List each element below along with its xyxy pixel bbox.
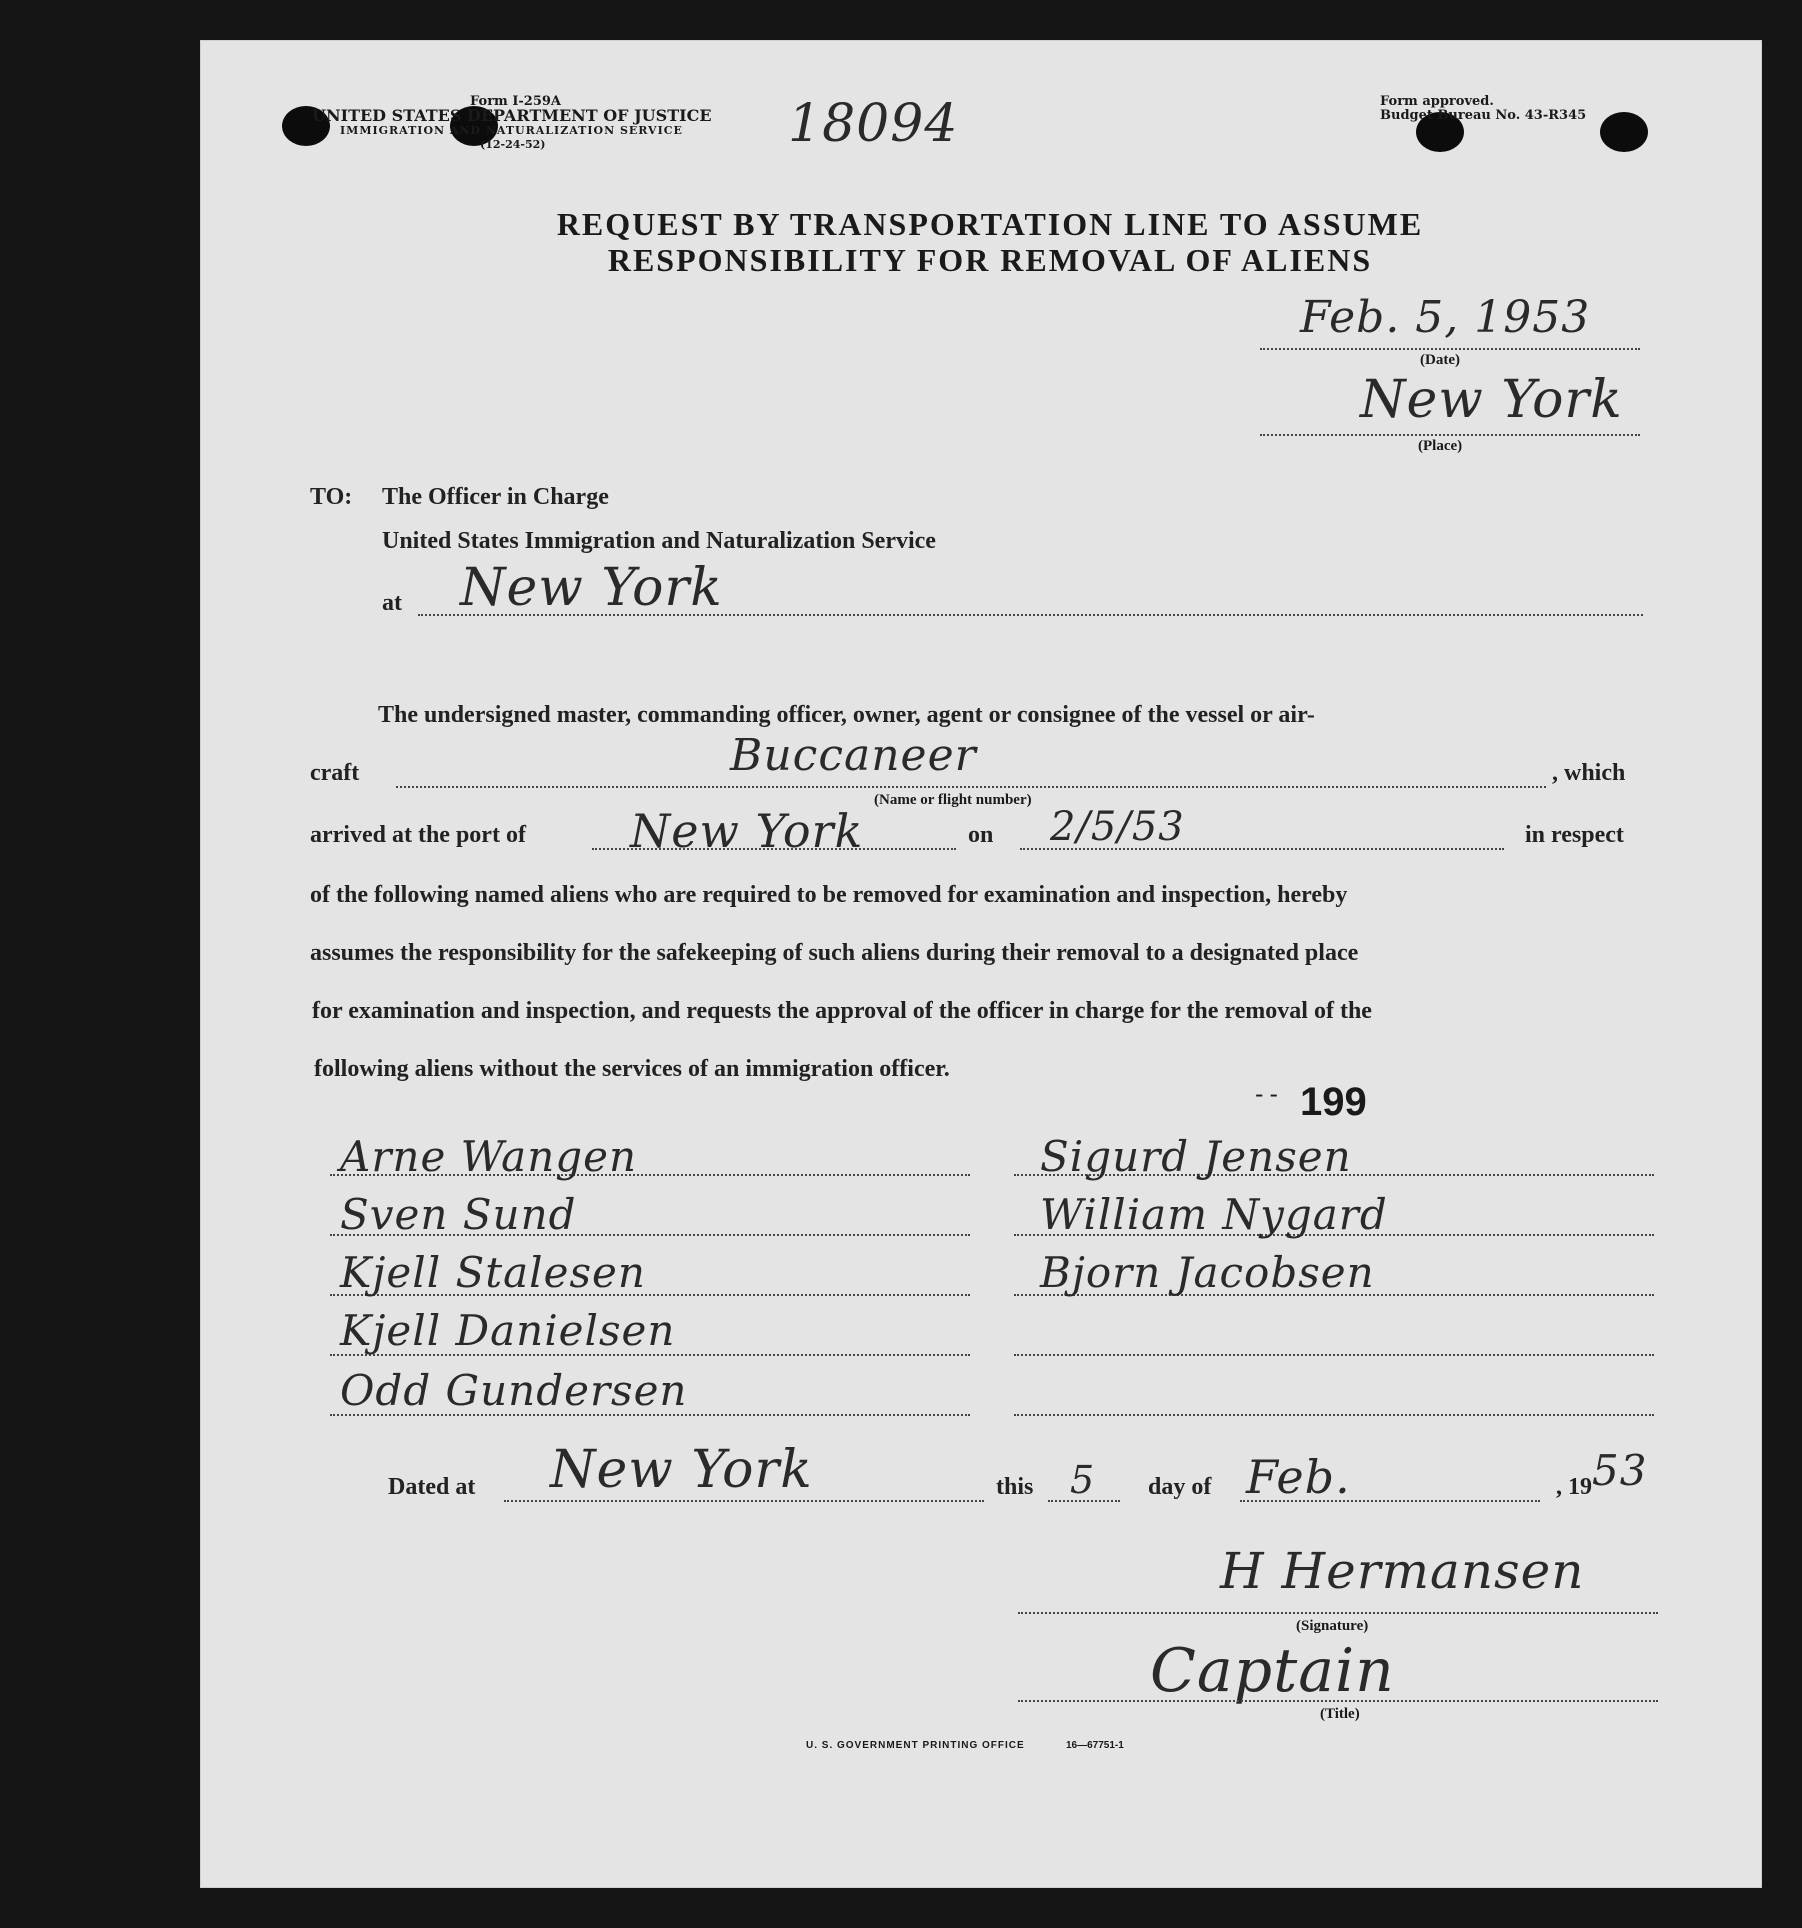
date-value: Feb. 5, 1953 <box>1300 292 1591 343</box>
alien-name: Odd Gundersen <box>340 1366 688 1415</box>
officer-in-charge: The Officer in Charge <box>382 484 609 510</box>
arrival-date-value: 2/5/53 <box>1050 804 1185 850</box>
place-value: New York <box>1360 370 1623 430</box>
arrived-label: arrived at the port of <box>310 822 526 848</box>
title-value: Captain <box>1150 1636 1395 1706</box>
at-label: at <box>382 590 402 616</box>
budget-bureau-number: Budget Bureau No. 43-R345 <box>1380 108 1587 123</box>
alien-name: Kjell Stalesen <box>340 1248 646 1297</box>
signature-caption: (Signature) <box>1296 1618 1369 1634</box>
year-prefix: , 19 <box>1556 1474 1592 1500</box>
dated-at-label: Dated at <box>388 1474 476 1500</box>
para-line-7: following aliens without the services of an immigration officer. <box>314 1056 950 1082</box>
punch-hole <box>1600 112 1648 152</box>
form-page <box>200 40 1762 1888</box>
in-respect-label: in respect <box>1525 822 1624 848</box>
craft-name-value: Buccaneer <box>730 730 977 781</box>
form-approved-label: Form approved. <box>1380 94 1494 109</box>
dash-mark: -- <box>1252 1080 1281 1108</box>
para-line-4: of the following named aliens who are required to be removed for examination and inspection, hereby <box>310 882 1348 908</box>
para-line-5: assumes the responsibility for the safekeeping of such aliens during their removal to a designated place <box>310 940 1359 966</box>
day-value: 5 <box>1070 1458 1096 1502</box>
which-label: , which <box>1552 760 1626 786</box>
signature-value: H Hermansen <box>1220 1542 1585 1600</box>
place-caption: (Place) <box>1418 438 1463 454</box>
form-title <box>380 206 1600 278</box>
alien-name: William Nygard <box>1040 1190 1388 1239</box>
date-caption: (Date) <box>1420 352 1460 368</box>
this-label: this <box>996 1474 1034 1500</box>
alien-name: Arne Wangen <box>340 1132 638 1181</box>
craft-caption: (Name or flight number) <box>874 792 1032 808</box>
service-name: IMMIGRATION AND NATURALIZATION SERVICE <box>340 124 683 137</box>
alien-name: Sigurd Jensen <box>1040 1132 1352 1181</box>
alien-name: Bjorn Jacobsen <box>1040 1248 1375 1297</box>
form-number: Form I-259A <box>470 94 562 109</box>
craft-label: craft <box>310 760 360 786</box>
on-label: on <box>968 822 994 848</box>
port-value: New York <box>630 804 864 858</box>
title-caption: (Title) <box>1320 1706 1360 1722</box>
form-title-line-2: RESPONSIBILITY FOR REMOVAL OF ALIENS <box>607 242 1373 278</box>
department-name: UNITED STATES DEPARTMENT OF JUSTICE <box>312 106 712 125</box>
to-label: TO: <box>310 484 353 510</box>
para-line-1: The undersigned master, commanding officer, owner, agent or consignee of the vessel or air- <box>378 702 1315 728</box>
at-location-value: New York <box>460 558 723 618</box>
alien-name: Kjell Danielsen <box>340 1306 676 1355</box>
dated-at-value: New York <box>550 1440 813 1500</box>
print-code: 16—67751-1 <box>1066 1740 1124 1751</box>
printing-office: U. S. GOVERNMENT PRINTING OFFICE <box>806 1740 1025 1751</box>
day-of-label: day of <box>1148 1474 1212 1500</box>
service-address: United States Immigration and Naturalization Service <box>382 528 936 554</box>
form-revision-date: (12-24-52) <box>480 138 546 151</box>
form-title-line-1: REQUEST BY TRANSPORTATION LINE TO ASSUME <box>556 206 1424 242</box>
alien-name: Sven Sund <box>340 1190 577 1239</box>
stamp-number: 199 <box>1300 1080 1367 1124</box>
para-line-6: for examination and inspection, and requests the approval of the officer in charge for the removal of the <box>312 998 1372 1024</box>
year-suffix-value: 53 <box>1592 1446 1648 1495</box>
month-value: Feb. <box>1246 1450 1351 1504</box>
handwritten-file-number: 18094 <box>788 94 959 154</box>
